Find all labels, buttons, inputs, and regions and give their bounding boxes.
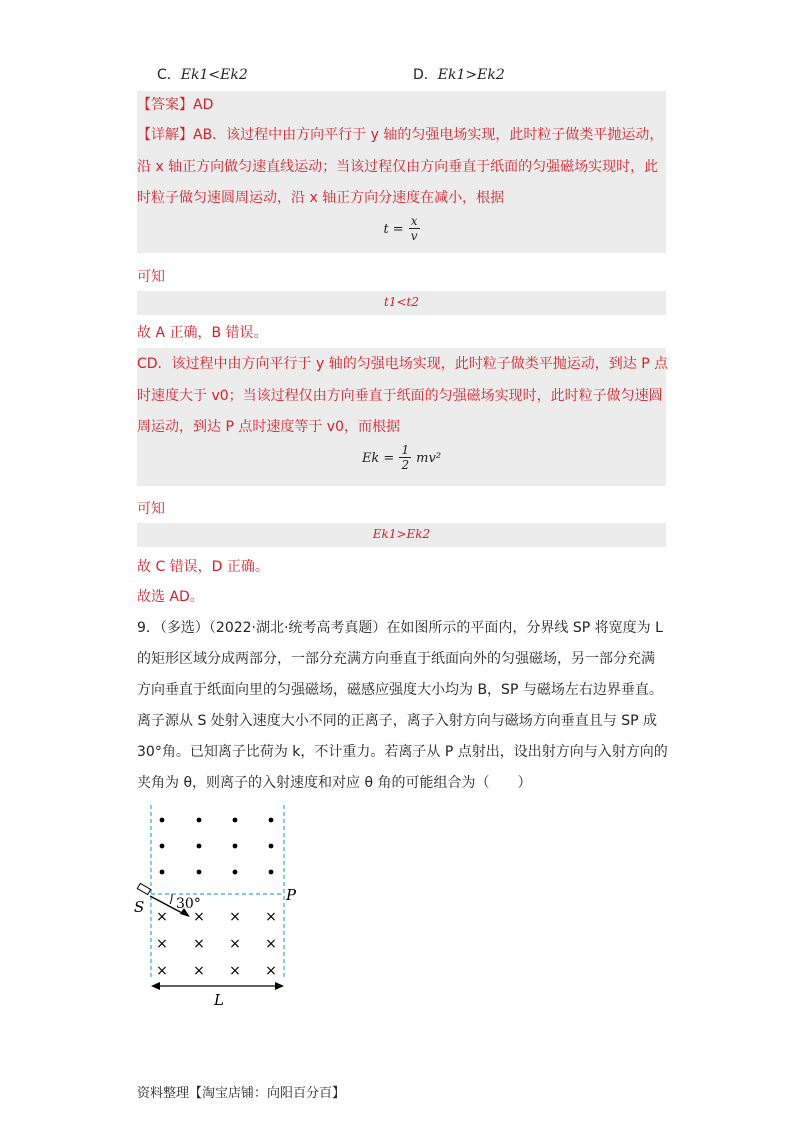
ion-source [137, 883, 150, 894]
angle-label: 30° [176, 896, 201, 912]
formula-2-num: 1 [401, 443, 410, 457]
angle-arc [170, 894, 172, 904]
formula-1-num: x [410, 214, 418, 228]
final-answer: 故选 AD。 [137, 589, 204, 605]
magnetic-field-figure [120, 800, 320, 1010]
option-c [157, 64, 248, 84]
cross: × [156, 963, 168, 979]
detail-line-1: 【详解】AB．该过程中由方向平行于 y 轴的匀强电场实现，此时粒子做类平抛运动， [137, 127, 664, 143]
formula-2-frac [399, 443, 411, 472]
q9-line-5: 30°角。已知离子比荷为 k，不计重力。若离子从 P 点射出，设出射方向与入射方向的 [137, 744, 668, 760]
conclusion-1: 故 A 正确，B 错误。 [137, 325, 268, 341]
formula-1-frac [409, 214, 420, 243]
cd-line-1: CD．该过程中由方向平行于 y 轴的匀强电场实现，此时粒子做类平抛运动，到达 P 点 [137, 356, 669, 372]
formula-2 [137, 443, 666, 472]
formula-2-rhs: mv² [416, 451, 442, 466]
label-s: S [134, 898, 145, 916]
label-p: P [286, 886, 297, 904]
formula-1 [137, 214, 666, 243]
cross: × [156, 936, 168, 952]
cross: × [156, 909, 168, 925]
option-d [413, 64, 505, 84]
option-c-label: C． [157, 67, 181, 83]
kezhi-2: 可知 [137, 501, 165, 517]
cross: × [193, 936, 205, 952]
result-1: t1<t2 [384, 295, 419, 309]
width-arrow-right [275, 982, 284, 990]
result-2: Ek1>Ek2 [372, 527, 431, 541]
cross: × [193, 909, 205, 925]
conclusion-2: 故 C 错误，D 正确。 [137, 559, 269, 575]
cross: × [229, 909, 241, 925]
field-in-crosses [156, 909, 277, 979]
q9-line-3: 方向垂直于纸面向里的匀强磁场，磁感应强度大小均为 B，SP 与磁场左右边界垂直。 [137, 682, 663, 698]
cross: × [229, 936, 241, 952]
formula-2-lhs: Ek = [361, 451, 395, 466]
option-c-expr: Ek1<Ek2 [180, 67, 248, 83]
option-d-label: D． [413, 67, 438, 83]
width-arrow-left [151, 982, 160, 990]
cd-line-2: 时速度大于 v0；当该过程仅由方向垂直于纸面的匀强磁场实现时，此时粒子做匀速圆 [137, 388, 663, 404]
formula-1-lhs: t = [383, 222, 404, 237]
label-l: L [214, 991, 224, 1009]
cd-line-3: 周运动，到达 P 点时速度等于 v0，而根据 [137, 419, 400, 435]
footer-text: 资料整理【淘宝店铺：向阳百分百】 [137, 1086, 346, 1101]
detail-line-2: 沿 x 轴正方向做匀速直线运动；当该过程仅由方向垂直于纸面的匀强磁场实现时，此 [137, 159, 659, 175]
q9-line-2: 的矩形区域分成两部分，一部分充满方向垂直于纸面向外的匀强磁场，另一部分充满 [137, 651, 655, 667]
q9-line-4: 离子源从 S 处射入速度大小不同的正离子，离子入射方向与磁场方向垂直且与 SP 成 [137, 713, 658, 729]
cross: × [265, 909, 277, 925]
detail-line-3: 时粒子做匀速圆周运动，沿 x 轴正方向分速度在减小，根据 [137, 190, 505, 206]
cross: × [265, 963, 277, 979]
q9-line-1: 9．（多选）（2022·湖北·统考高考真题）在如图所示的平面内，分界线 SP 将宽度为 L [137, 620, 663, 636]
q9-line-6: 夹角为 θ，则离子的入射速度和对应 θ 角的可能组合为（ ） [137, 775, 532, 791]
cross: × [265, 936, 277, 952]
formula-2-den: 2 [401, 458, 410, 472]
kezhi-1: 可知 [137, 269, 165, 285]
cross: × [229, 963, 241, 979]
field-out-dots [160, 818, 274, 875]
option-d-expr: Ek1>Ek2 [437, 67, 505, 83]
answer-label: 【答案】AD [137, 97, 214, 113]
cross: × [193, 963, 205, 979]
formula-1-den: v [410, 229, 418, 243]
